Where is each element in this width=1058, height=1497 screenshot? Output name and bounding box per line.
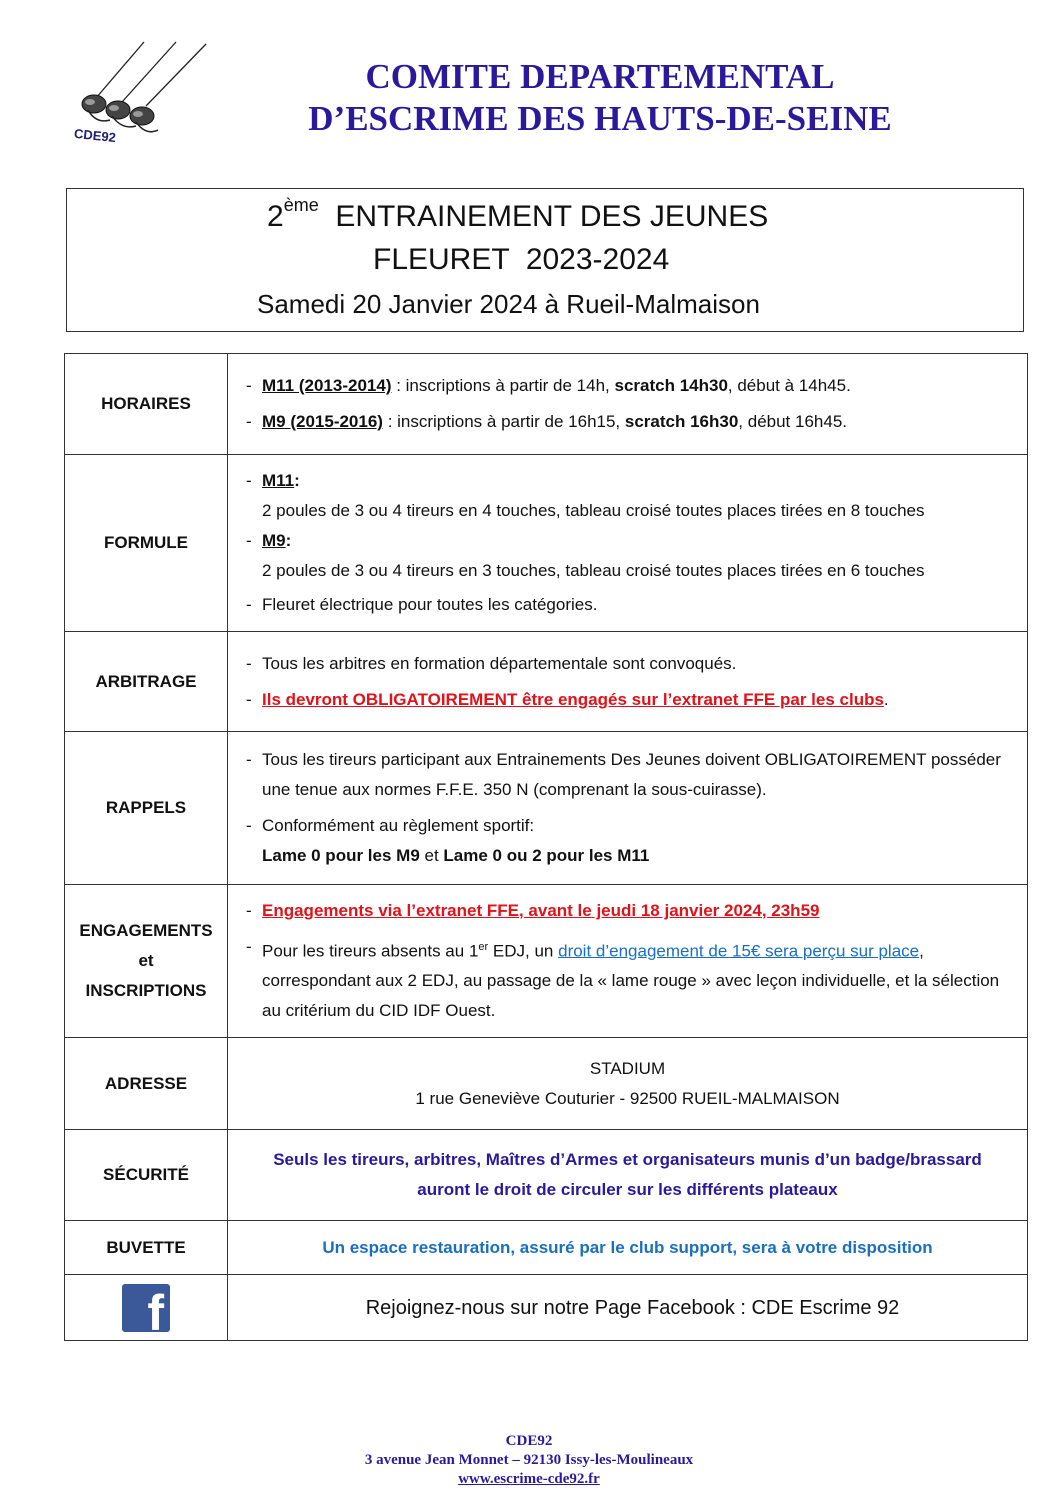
row-formule [65, 455, 1028, 632]
foil-blade-3 [146, 44, 206, 106]
row-buvette [65, 1221, 1028, 1275]
label-rappels: RAPPELS [65, 732, 228, 885]
event-title-line1 [267, 195, 769, 234]
label-adresse: ADRESSE [65, 1038, 228, 1130]
foil-guard-1 [82, 95, 106, 113]
fee-link[interactable]: droit d’engagement de 15€ sera perçu sur place [558, 941, 920, 961]
arbitrage-item2: - Ils devront OBLIGATOIREMENT être engagés sur l’extranet FFE par les clubs. [246, 685, 1019, 715]
organization-title [250, 56, 950, 140]
formule-m9: - M9: 2 poules de 3 ou 4 tireurs en 3 touches, tableau croisé toutes places tirées en 6 touches [246, 526, 1019, 586]
row-arbitrage [65, 632, 1028, 732]
row-facebook [65, 1275, 1028, 1341]
content-securite: Seuls les tireurs, arbitres, Maîtres d’Armes et organisateurs munis d’un badge/brassard auront le droit de circuler sur les différents plateaux [228, 1130, 1028, 1221]
label-engagements: ENGAGEMENTS et INSCRIPTIONS [65, 885, 228, 1038]
venue-address: 1 rue Geneviève Couturier - 92500 RUEIL-MALMAISON [415, 1088, 840, 1108]
horaires-m11: - M11 (2013-2014) : inscriptions à partir de 14h, scratch 14h30, début à 14h45. [246, 371, 1019, 401]
organization-title-line2: D’ESCRIME DES HAUTS-DE-SEINE [308, 99, 892, 138]
row-adresse [65, 1038, 1028, 1130]
foil-blade-1 [96, 42, 144, 98]
event-info-table [64, 353, 1028, 1341]
event-date-location: Samedi 20 Janvier 2024 à Rueil-Malmaison [257, 289, 760, 319]
content-formule [228, 455, 1028, 632]
content-arbitrage [228, 632, 1028, 732]
engagements-item2: - Pour les tireurs absents au 1er EDJ, un droit d’engagement de 15€ sera perçu sur place, correspondant aux 2 EDJ, au passage de la « lame rouge » avec leçon individuelle, et la sélection au critérium du CID IDF Ouest. [246, 932, 1019, 1027]
content-engagements [228, 885, 1028, 1038]
event-title-text: ENTRAINEMENT DES JEUNES [335, 200, 769, 233]
content-rappels [228, 732, 1028, 885]
facebook-text: Rejoignez-nous sur notre Page Facebook : CDE Escrime 92 [228, 1275, 1028, 1341]
label-buvette: BUVETTE [65, 1221, 228, 1275]
row-securite [65, 1130, 1028, 1221]
facebook-icon[interactable]: f [122, 1284, 170, 1332]
formule-note: - Fleuret électrique pour toutes les catégories. [246, 590, 1019, 620]
label-formule: FORMULE [65, 455, 228, 632]
footer-name: CDE92 [505, 1433, 553, 1449]
formule-m11: - M11: 2 poules de 3 ou 4 tireurs en 4 touches, tableau croisé toutes places tirées en 8 touches [246, 466, 1019, 526]
row-engagements [65, 885, 1028, 1038]
ordinal-suffix: ème [283, 195, 319, 215]
label-arbitrage: ARBITRAGE [65, 632, 228, 732]
content-horaires [228, 354, 1028, 455]
facebook-icon-cell [65, 1275, 228, 1341]
footer-address: 3 avenue Jean Monnet – 92130 Issy-les-Moulineaux [364, 1452, 694, 1468]
label-securite: SÉCURITÉ [65, 1130, 228, 1221]
event-title-line2: FLEURET 2023-2024 [373, 243, 670, 276]
horaires-m9: - M9 (2015-2016) : inscriptions à partir de 16h15, scratch 16h30, début 16h45. [246, 407, 1019, 437]
content-adresse [228, 1038, 1028, 1130]
row-horaires [65, 354, 1028, 455]
content-buvette: Un espace restauration, assuré par le club support, sera à votre disposition [228, 1221, 1028, 1275]
event-title-box [66, 188, 1024, 332]
footer [0, 1432, 1058, 1489]
engagements-item1: - Engagements via l’extranet FFE, avant le jeudi 18 janvier 2024, 23h59 [246, 896, 1019, 926]
logo-text: CDE92 [73, 125, 117, 146]
foil-blade-2 [122, 42, 176, 102]
foil-guard-2 [106, 101, 130, 119]
row-rappels [65, 732, 1028, 885]
organization-title-line1: COMITE DEPARTEMENTAL [365, 57, 835, 96]
ordinal-number: 2 [267, 200, 284, 233]
rappels-item1: - Tous les tireurs participant aux Entrainements Des Jeunes doivent OBLIGATOIREMENT posséder une tenue aux normes F.F.E. 350 N (comprenant la sous-cuirasse). [246, 745, 1019, 805]
label-horaires: HORAIRES [65, 354, 228, 455]
footer-website-link[interactable]: www.escrime-cde92.fr [458, 1471, 600, 1487]
arbitrage-item1: - Tous les arbitres en formation départementale sont convoqués. [246, 649, 1019, 679]
venue-name: STADIUM [589, 1058, 666, 1078]
rappels-item2: - Conformément au règlement sportif: Lame 0 pour les M9 et Lame 0 ou 2 pour les M11 [246, 811, 1019, 871]
foil-guard-3 [130, 107, 154, 125]
